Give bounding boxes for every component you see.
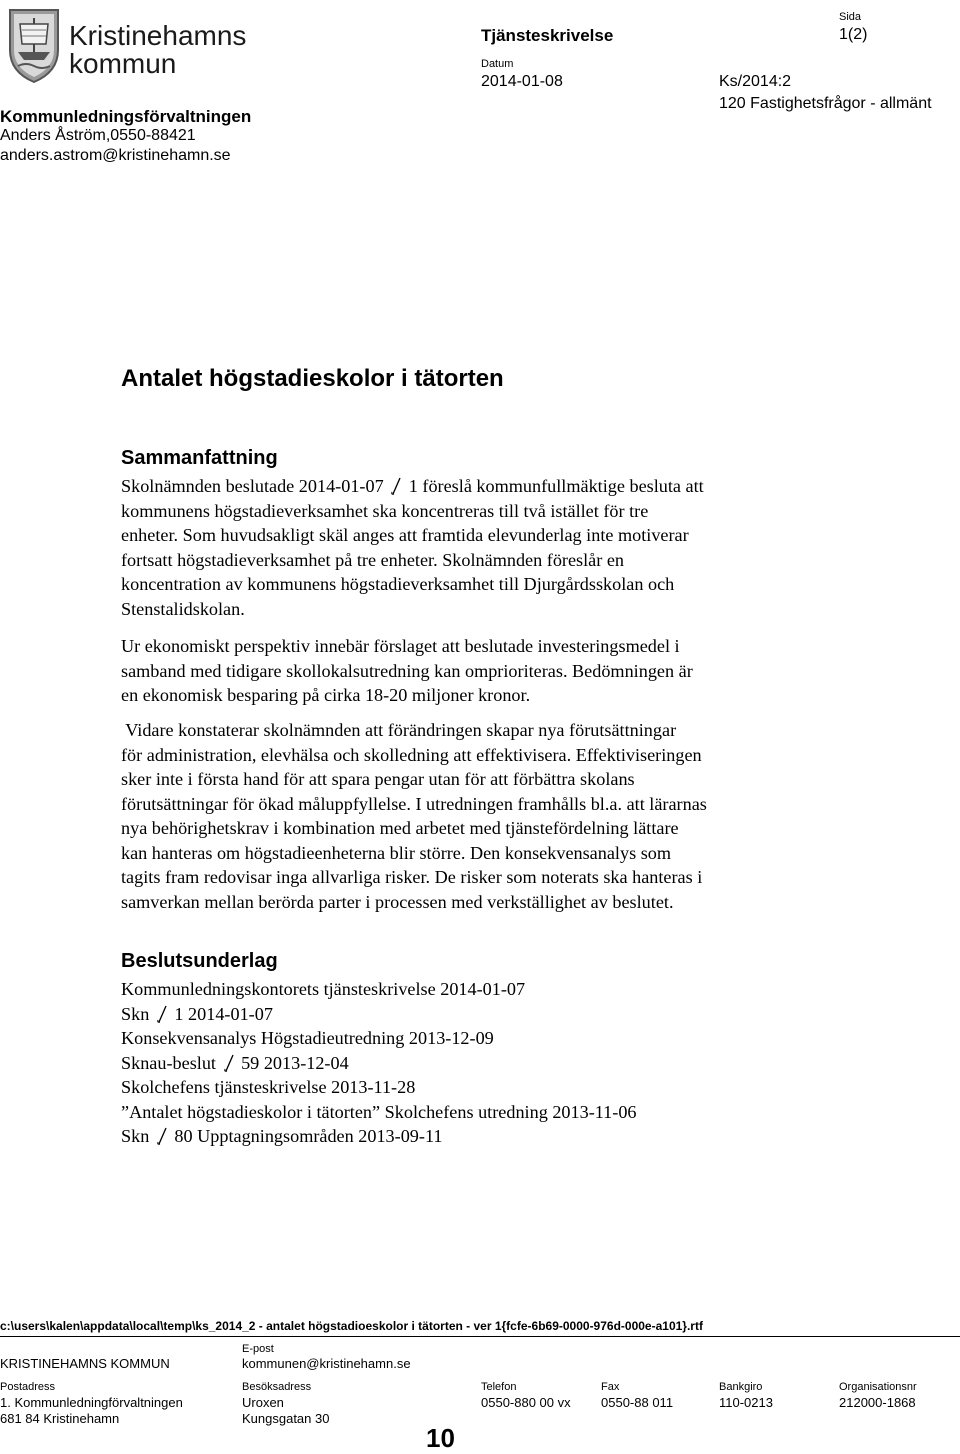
org-number-label: Organisationsnr — [839, 1381, 917, 1393]
economy-line-2: samband med tidigare skollokalsutredning kan omprioriteras. Bedömningen är — [121, 660, 693, 681]
economy-line-1: Ur ekonomiskt perspektiv innebär förslaget att beslutade investeringsmedel i — [121, 636, 680, 656]
bankgiro-number: 110-0213 — [719, 1395, 773, 1410]
visit-address-label: Besöksadress — [242, 1381, 312, 1393]
consequence-line-3: sker inte i första hand för att spara pengar utan för att förbättra skolans — [121, 769, 635, 789]
municipal-ship-crest-icon — [6, 6, 62, 84]
file-path: c:\users\kalen\appdata\local\temp\ks_2014_2 - antalet högstadioeskolor i tätorten - ver 1{fcfe-6b69-0000-976d-000e-a101}.rtf — [0, 1319, 703, 1333]
basis-item: Kommunledningskontorets tjänsteskrivelse 2014-01-07 — [121, 979, 526, 999]
document-type: Tjänsteskrivelse — [481, 26, 614, 45]
basis-heading: Beslutsunderlag — [121, 950, 278, 972]
fax-label: Fax — [601, 1381, 620, 1393]
case-category: 120 Fastighetsfrågor - allmänt — [719, 95, 932, 112]
consequence-line-6: kan hanteras om högstadieenheterna blir större. Den konsekvensanalys som — [121, 842, 672, 863]
visit-address-line1: Uroxen — [242, 1395, 284, 1410]
summary-line-1: Skolnämnden beslutade 2014-01-07 1 föreslå kommunfullmäktige besluta att — [121, 476, 704, 496]
footer-divider — [0, 1336, 960, 1337]
org-number: 212000-1868 — [839, 1395, 916, 1410]
consequence-line-8: samverkan mellan berörda parter i processen med verkställighet av beslutet. — [121, 891, 674, 912]
basis-item: Sknau-beslut 59 2013-12-04 — [121, 1052, 349, 1073]
phone-label: Telefon — [481, 1381, 517, 1393]
basis-list — [121, 977, 637, 1149]
section-sign-icon — [223, 1054, 235, 1072]
summary-line-6: Stenstalidskolan. — [121, 598, 245, 619]
summary-paragraph — [121, 474, 811, 621]
basis-item: Skn 1 2014-01-07 — [121, 1003, 273, 1024]
case-number: Ks/2014:2 — [719, 73, 792, 90]
basis-item: Skolchefens tjänsteskrivelse 2013-11-28 — [121, 1077, 416, 1097]
summary-line-5: koncentration av kommunens högstadieverksamhet till Djurgårdsskolan och — [121, 574, 675, 594]
footer-org-name: KRISTINEHAMNS KOMMUN — [0, 1356, 170, 1371]
footer-email: kommunen@kristinehamn.se — [242, 1356, 411, 1371]
page-indicator: 1(2) — [839, 26, 868, 43]
consequence-line-4: förutsättningar för ökad måluppfyllelse. I utredningen framhålls bl.a. att lärarnas — [121, 793, 707, 814]
page-number: 10 — [426, 1423, 455, 1453]
section-sign-icon — [156, 1005, 168, 1023]
page-label: Sida — [839, 11, 862, 23]
basis-item: Skn 80 Upptagningsområden 2013-09-11 — [121, 1126, 443, 1146]
footer-email-label: E-post — [242, 1343, 274, 1355]
consequence-line-1: Vidare konstaterar skolnämnden att förändringen skapar nya förutsättningar — [121, 720, 677, 740]
summary-line-4: fortsatt högstadieverksamhet på tre enheter. Skolnämnden föreslår en — [121, 549, 625, 570]
contact-person: Anders Åström,0550-88421 — [0, 127, 196, 144]
municipality-name-line1: Kristinehamns — [69, 20, 247, 51]
basis-item: Konsekvensanalys Högstadieutredning 2013-12-09 — [121, 1028, 494, 1048]
consequence-line-5: nya behörighetskrav i kombination med arbetet med tjänstefördelning lättare — [121, 818, 679, 838]
document-title: Antalet högstadieskolor i tätorten — [121, 365, 504, 392]
summary-line-3: enheter. Som huvudsakligt skäl anges att framtida elevunderlag inte motiverar — [121, 525, 689, 545]
consequence-line-2: för administration, elevhälsa och skolledning att effektivisera. Effektiviseringen — [121, 744, 702, 765]
contact-email: anders.astrom@kristinehamn.se — [0, 147, 231, 164]
postal-address-line2: 681 84 Kristinehamn — [0, 1411, 120, 1426]
economy-paragraph — [121, 634, 811, 708]
postal-address-line1: 1. Kommunledningförvaltningen — [0, 1395, 183, 1410]
document-date: 2014-01-08 — [481, 73, 563, 90]
postal-address-label: Postadress — [0, 1381, 56, 1393]
municipality-name-line2: kommun — [69, 48, 177, 79]
section-sign-icon — [156, 1127, 168, 1145]
section-sign-icon — [390, 477, 402, 495]
date-label: Datum — [481, 58, 514, 70]
consequence-paragraph — [121, 718, 811, 914]
fax-number: 0550-88 011 — [601, 1395, 674, 1410]
summary-heading: Sammanfattning — [121, 447, 278, 469]
consequence-line-7: tagits fram redovisar inga allvarliga risker. De risker som noterats ska hanteras i — [121, 867, 703, 887]
visit-address-line2: Kungsgatan 30 — [242, 1411, 330, 1426]
economy-line-3: en ekonomisk besparing på cirka 18-20 miljoner kronor. — [121, 685, 531, 705]
basis-item: ”Antalet högstadieskolor i tätorten” Skolchefens utredning 2013-11-06 — [121, 1101, 637, 1122]
bankgiro-label: Bankgiro — [719, 1381, 763, 1393]
summary-line-2: kommunens högstadieverksamhet ska koncentreras till två istället för tre — [121, 500, 649, 521]
phone-number: 0550-880 00 vx — [481, 1395, 571, 1410]
department-name: Kommunledningsförvaltningen — [0, 107, 252, 126]
